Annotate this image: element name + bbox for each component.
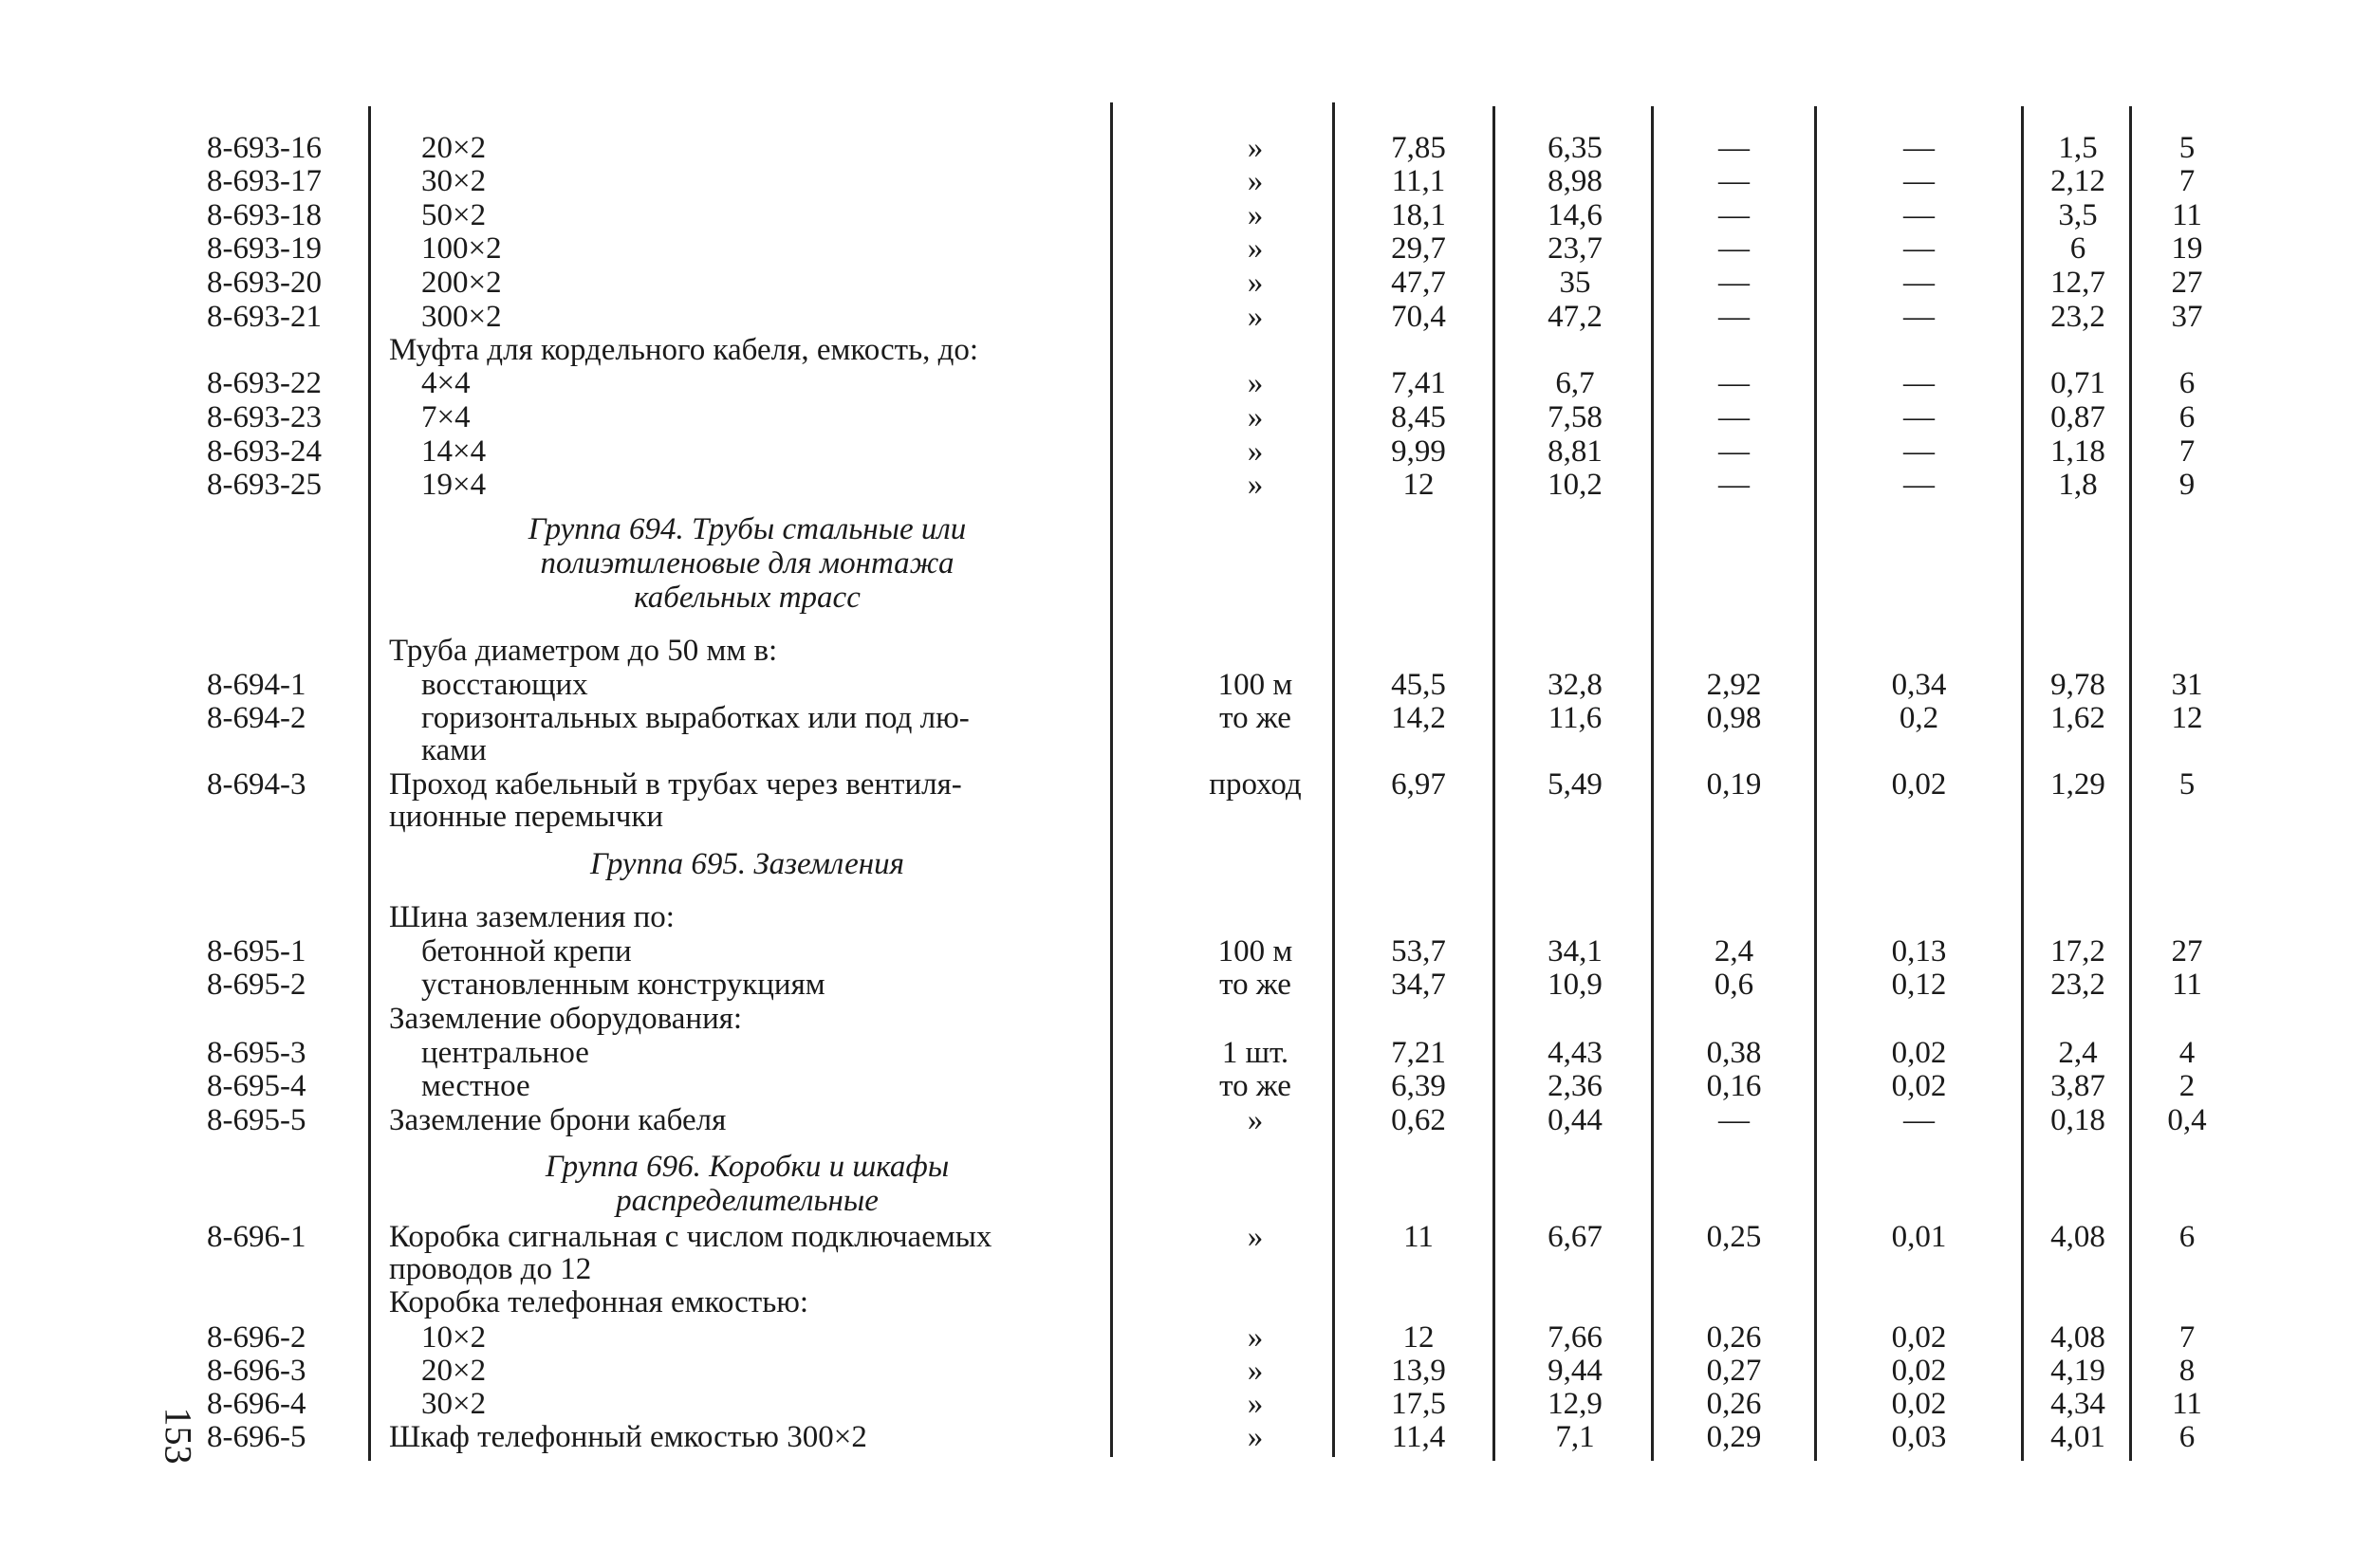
cell-v1: 45,5 bbox=[1391, 668, 1446, 702]
cell-desc: горизонтальных выработках или под лю- bbox=[421, 701, 970, 735]
cell-v3: 0,26 bbox=[1706, 1320, 1762, 1355]
cell-v5: 4,34 bbox=[2050, 1387, 2105, 1421]
cell-v3: — bbox=[1718, 131, 1750, 165]
cell-code: 8-693-17 bbox=[207, 164, 322, 198]
cell-v2: 6,67 bbox=[1548, 1220, 1603, 1254]
cell-code: 8-696-4 bbox=[207, 1387, 306, 1421]
cell-v6: 2 bbox=[2178, 1069, 2196, 1103]
cell-desc: ционные перемычки bbox=[389, 800, 664, 834]
cell-v2: 32,8 bbox=[1548, 668, 1603, 702]
cell-v4: 0,34 bbox=[1891, 668, 1947, 702]
cell-unit: проход bbox=[1209, 767, 1302, 802]
cell-desc: 200×2 bbox=[421, 266, 502, 300]
table-row bbox=[0, 434, 2354, 469]
table-row bbox=[0, 701, 2354, 735]
cell-v1: 6,97 bbox=[1391, 767, 1446, 802]
cell-desc: 10×2 bbox=[421, 1320, 487, 1355]
cell-v1: 12 bbox=[1402, 1320, 1435, 1355]
table-row bbox=[0, 1420, 2354, 1454]
cell-v3: — bbox=[1718, 198, 1750, 232]
cell-v5: 0,87 bbox=[2050, 400, 2105, 434]
cell-v5: 3,5 bbox=[2058, 198, 2098, 232]
cell-v1: 12 bbox=[1402, 468, 1435, 502]
cell-desc: 20×2 bbox=[421, 1354, 487, 1388]
cell-v1: 9,99 bbox=[1391, 434, 1446, 469]
group-heading: Группа 696. Коробки и шкафы bbox=[545, 1150, 950, 1184]
cell-v3: 0,26 bbox=[1706, 1387, 1762, 1421]
cell-unit: » bbox=[1247, 300, 1264, 334]
cell-v6: 9 bbox=[2178, 468, 2196, 502]
cell-v4: 0,2 bbox=[1899, 701, 1939, 735]
table-row bbox=[0, 1320, 2354, 1355]
cell-code: 8-693-22 bbox=[207, 366, 322, 400]
cell-desc: ками bbox=[421, 733, 487, 767]
table-row bbox=[0, 468, 2354, 502]
cell-code: 8-693-18 bbox=[207, 198, 322, 232]
cell-v1: 7,41 bbox=[1391, 366, 1446, 400]
cell-v2: 8,98 bbox=[1548, 164, 1603, 198]
cell-unit: » bbox=[1247, 1387, 1264, 1421]
cell-v4: 0,02 bbox=[1891, 1036, 1947, 1070]
cell-v4: — bbox=[1903, 300, 1935, 334]
cell-code: 8-693-16 bbox=[207, 131, 322, 165]
cell-v6: 5 bbox=[2178, 767, 2196, 802]
table-row bbox=[0, 1069, 2354, 1103]
cell-v4: 0,02 bbox=[1891, 1069, 1947, 1103]
table-row bbox=[0, 900, 2354, 934]
cell-v3: — bbox=[1718, 266, 1750, 300]
cell-v4: 0,02 bbox=[1891, 1387, 1947, 1421]
cell-v5: 9,78 bbox=[2050, 668, 2105, 702]
cell-v6: 11 bbox=[2172, 968, 2202, 1002]
cell-desc: местное bbox=[421, 1069, 530, 1103]
cell-v5: 23,2 bbox=[2050, 968, 2105, 1002]
cell-v6: 27 bbox=[2171, 934, 2203, 968]
cell-v3: — bbox=[1718, 300, 1750, 334]
cell-code: 8-694-1 bbox=[207, 668, 306, 702]
table-row bbox=[0, 767, 2354, 802]
cell-v1: 7,21 bbox=[1391, 1036, 1446, 1070]
cell-v5: 1,8 bbox=[2058, 468, 2098, 502]
table-row bbox=[0, 800, 2354, 834]
table-row bbox=[0, 1285, 2354, 1319]
cell-v4: — bbox=[1903, 266, 1935, 300]
cell-unit: то же bbox=[1219, 701, 1291, 735]
table-row bbox=[0, 934, 2354, 968]
cell-v2: 7,66 bbox=[1548, 1320, 1603, 1355]
cell-desc: Коробка сигнальная с числом подключаемых bbox=[389, 1220, 992, 1254]
cell-v5: 17,2 bbox=[2050, 934, 2105, 968]
cell-v5: 1,18 bbox=[2050, 434, 2105, 469]
cell-v1: 6,39 bbox=[1391, 1069, 1446, 1103]
cell-v1: 13,9 bbox=[1391, 1354, 1446, 1388]
cell-v5: 2,4 bbox=[2058, 1036, 2098, 1070]
cell-v6: 6 bbox=[2178, 400, 2196, 434]
cell-code: 8-694-3 bbox=[207, 767, 306, 802]
cell-v6: 6 bbox=[2178, 1420, 2196, 1454]
cell-v3: 0,25 bbox=[1706, 1220, 1762, 1254]
cell-v3: — bbox=[1718, 1103, 1750, 1137]
cell-v4: 0,02 bbox=[1891, 1320, 1947, 1355]
cell-v4: — bbox=[1903, 366, 1935, 400]
cell-desc: Муфта для кордельного кабеля, емкость, до: bbox=[389, 333, 979, 367]
cell-desc: 19×4 bbox=[421, 468, 487, 502]
cell-unit: » bbox=[1247, 434, 1264, 469]
cell-desc: 7×4 bbox=[421, 400, 471, 434]
cell-v5: 0,71 bbox=[2050, 366, 2105, 400]
cell-unit: » bbox=[1247, 1354, 1264, 1388]
table-row bbox=[0, 400, 2354, 434]
cell-v6: 6 bbox=[2178, 1220, 2196, 1254]
cell-v3: — bbox=[1718, 231, 1750, 266]
cell-v5: 4,01 bbox=[2050, 1420, 2105, 1454]
cell-v3: 0,98 bbox=[1706, 701, 1762, 735]
cell-v3: 2,92 bbox=[1706, 668, 1762, 702]
cell-v4: — bbox=[1903, 198, 1935, 232]
cell-unit: » bbox=[1247, 1220, 1264, 1254]
cell-code: 8-695-4 bbox=[207, 1069, 306, 1103]
cell-v6: 12 bbox=[2171, 701, 2203, 735]
cell-desc: 30×2 bbox=[421, 164, 487, 198]
cell-code: 8-696-2 bbox=[207, 1320, 306, 1355]
cell-v6: 4 bbox=[2178, 1036, 2196, 1070]
cell-unit: 100 м bbox=[1217, 668, 1293, 702]
cell-v3: 0,27 bbox=[1706, 1354, 1762, 1388]
cell-v3: 2,4 bbox=[1714, 934, 1754, 968]
cell-v5: 1,29 bbox=[2050, 767, 2105, 802]
cell-code: 8-693-21 bbox=[207, 300, 322, 334]
table-row bbox=[0, 1220, 2354, 1254]
cell-v4: 0,12 bbox=[1891, 968, 1947, 1002]
cell-v6: 37 bbox=[2171, 300, 2203, 334]
group-heading: кабельных трасс bbox=[634, 581, 861, 615]
cell-v1: 70,4 bbox=[1391, 300, 1446, 334]
cell-v4: — bbox=[1903, 164, 1935, 198]
cell-v4: 0,01 bbox=[1891, 1220, 1947, 1254]
cell-code: 8-693-25 bbox=[207, 468, 322, 502]
cell-code: 8-693-24 bbox=[207, 434, 322, 469]
cell-v6: 11 bbox=[2172, 198, 2202, 232]
cell-v1: 11,4 bbox=[1391, 1420, 1446, 1454]
cell-v3: 0,38 bbox=[1706, 1036, 1762, 1070]
cell-v5: 12,7 bbox=[2050, 266, 2105, 300]
cell-desc: 4×4 bbox=[421, 366, 471, 400]
table-row bbox=[0, 1103, 2354, 1137]
cell-v2: 5,49 bbox=[1548, 767, 1603, 802]
cell-code: 8-695-3 bbox=[207, 1036, 306, 1070]
cell-v2: 8,81 bbox=[1548, 434, 1603, 469]
cell-v1: 29,7 bbox=[1391, 231, 1446, 266]
cell-desc: Заземление оборудования: bbox=[389, 1002, 743, 1036]
cell-v6: 7 bbox=[2178, 164, 2196, 198]
cell-v2: 7,1 bbox=[1555, 1420, 1595, 1454]
table-row bbox=[0, 668, 2354, 702]
cell-v4: — bbox=[1903, 131, 1935, 165]
cell-unit: » bbox=[1247, 1320, 1264, 1355]
cell-v5: 23,2 bbox=[2050, 300, 2105, 334]
cell-unit: » bbox=[1247, 198, 1264, 232]
cell-v6: 19 bbox=[2171, 231, 2203, 266]
cell-v5: 1,5 bbox=[2058, 131, 2098, 165]
cell-unit: 1 шт. bbox=[1221, 1036, 1289, 1070]
cell-unit: » bbox=[1247, 1103, 1264, 1137]
table-row bbox=[0, 198, 2354, 232]
table-row bbox=[0, 1002, 2354, 1036]
cell-v3: — bbox=[1718, 164, 1750, 198]
cell-desc: 50×2 bbox=[421, 198, 487, 232]
cell-code: 8-696-5 bbox=[207, 1420, 306, 1454]
cell-v1: 18,1 bbox=[1391, 198, 1446, 232]
cell-unit: » bbox=[1247, 400, 1264, 434]
group-heading: распределительные bbox=[616, 1184, 879, 1218]
cell-v6: 5 bbox=[2178, 131, 2196, 165]
table-row bbox=[0, 164, 2354, 198]
cell-v3: 0,19 bbox=[1706, 767, 1762, 802]
cell-v3: 0,6 bbox=[1714, 968, 1754, 1002]
cell-v6: 0,4 bbox=[2167, 1103, 2207, 1137]
cell-desc: Шкаф телефонный емкостью 300×2 bbox=[389, 1420, 867, 1454]
cell-v1: 17,5 bbox=[1391, 1387, 1446, 1421]
cell-v3: — bbox=[1718, 434, 1750, 469]
cell-desc: Заземление брони кабеля bbox=[389, 1103, 727, 1137]
cell-v4: 0,02 bbox=[1891, 1354, 1947, 1388]
cell-v5: 4,19 bbox=[2050, 1354, 2105, 1388]
cell-unit: то же bbox=[1219, 1069, 1291, 1103]
group-heading: полиэтиленовые для монтажа bbox=[540, 546, 955, 581]
cell-unit: 100 м bbox=[1217, 934, 1293, 968]
cell-v1: 0,62 bbox=[1391, 1103, 1446, 1137]
cell-desc: установленным конструкциям bbox=[421, 968, 825, 1002]
table-row bbox=[0, 131, 2354, 165]
table-row bbox=[0, 1387, 2354, 1421]
cell-v6: 27 bbox=[2171, 266, 2203, 300]
cell-v3: — bbox=[1718, 366, 1750, 400]
cell-v3: 0,16 bbox=[1706, 1069, 1762, 1103]
cell-v2: 11,6 bbox=[1548, 701, 1603, 735]
cell-v2: 4,43 bbox=[1548, 1036, 1603, 1070]
table-row bbox=[0, 1252, 2354, 1286]
cell-v5: 4,08 bbox=[2050, 1320, 2105, 1355]
cell-v4: — bbox=[1903, 400, 1935, 434]
cell-v2: 14,6 bbox=[1548, 198, 1603, 232]
cell-v2: 7,58 bbox=[1548, 400, 1603, 434]
cell-v1: 47,7 bbox=[1391, 266, 1446, 300]
cell-code: 8-695-1 bbox=[207, 934, 306, 968]
cell-desc: восстающих bbox=[421, 668, 588, 702]
cell-v1: 11 bbox=[1403, 1220, 1434, 1254]
cell-v6: 11 bbox=[2172, 1387, 2202, 1421]
cell-v4: 0,13 bbox=[1891, 934, 1947, 968]
cell-unit: » bbox=[1247, 366, 1264, 400]
cell-v6: 6 bbox=[2178, 366, 2196, 400]
group-heading: Группа 694. Трубы стальные или bbox=[528, 512, 967, 546]
cell-v2: 2,36 bbox=[1548, 1069, 1603, 1103]
cell-v6: 31 bbox=[2171, 668, 2203, 702]
cell-v5: 6 bbox=[2069, 231, 2086, 266]
cell-code: 8-693-19 bbox=[207, 231, 322, 266]
cell-v2: 0,44 bbox=[1548, 1103, 1603, 1137]
cell-v5: 1,62 bbox=[2050, 701, 2105, 735]
group-heading: Группа 695. Заземления bbox=[590, 847, 904, 881]
cell-desc: Проход кабельный в трубах через вентиля- bbox=[389, 767, 962, 802]
cell-desc: Шина заземления по: bbox=[389, 900, 675, 934]
cell-unit: » bbox=[1247, 131, 1264, 165]
cell-v3: 0,29 bbox=[1706, 1420, 1762, 1454]
cell-desc: 20×2 bbox=[421, 131, 487, 165]
cell-v3: — bbox=[1718, 468, 1750, 502]
cell-v3: — bbox=[1718, 400, 1750, 434]
cell-v6: 8 bbox=[2178, 1354, 2196, 1388]
cell-v4: — bbox=[1903, 434, 1935, 469]
table-row bbox=[0, 634, 2354, 668]
cell-code: 8-695-5 bbox=[207, 1103, 306, 1137]
cell-v5: 2,12 bbox=[2050, 164, 2105, 198]
cell-v2: 6,7 bbox=[1555, 366, 1595, 400]
cell-desc: Труба диаметром до 50 мм в: bbox=[389, 634, 778, 668]
cell-v1: 14,2 bbox=[1391, 701, 1446, 735]
cell-v4: — bbox=[1903, 231, 1935, 266]
cell-v6: 7 bbox=[2178, 1320, 2196, 1355]
cell-desc: бетонной крепи bbox=[421, 934, 632, 968]
cell-v2: 12,9 bbox=[1548, 1387, 1603, 1421]
cell-unit: то же bbox=[1219, 968, 1291, 1002]
cell-v5: 3,87 bbox=[2050, 1069, 2105, 1103]
table-row bbox=[0, 1036, 2354, 1070]
table-row bbox=[0, 333, 2354, 367]
cell-desc: проводов до 12 bbox=[389, 1252, 592, 1286]
table-row bbox=[0, 366, 2354, 400]
table-row bbox=[0, 733, 2354, 767]
cell-code: 8-693-23 bbox=[207, 400, 322, 434]
cell-v2: 10,9 bbox=[1548, 968, 1603, 1002]
cell-v4: — bbox=[1903, 1103, 1935, 1137]
cell-desc: центральное bbox=[421, 1036, 589, 1070]
cell-v1: 7,85 bbox=[1391, 131, 1446, 165]
cell-code: 8-695-2 bbox=[207, 968, 306, 1002]
cell-v2: 9,44 bbox=[1548, 1354, 1603, 1388]
cell-v1: 8,45 bbox=[1391, 400, 1446, 434]
cell-v1: 34,7 bbox=[1391, 968, 1446, 1002]
cell-v1: 11,1 bbox=[1391, 164, 1446, 198]
cell-code: 8-694-2 bbox=[207, 701, 306, 735]
cell-unit: » bbox=[1247, 468, 1264, 502]
table-row bbox=[0, 968, 2354, 1002]
cell-code: 8-696-3 bbox=[207, 1354, 306, 1388]
table-row bbox=[0, 1354, 2354, 1388]
cell-desc: Коробка телефонная емкостью: bbox=[389, 1285, 809, 1319]
cell-v2: 23,7 bbox=[1548, 231, 1603, 266]
cell-unit: » bbox=[1247, 164, 1264, 198]
cell-v2: 10,2 bbox=[1548, 468, 1603, 502]
cell-v1: 53,7 bbox=[1391, 934, 1446, 968]
cell-desc: 14×4 bbox=[421, 434, 487, 469]
cell-unit: » bbox=[1247, 1420, 1264, 1454]
cell-v2: 35 bbox=[1559, 266, 1591, 300]
table-row bbox=[0, 300, 2354, 334]
table-row bbox=[0, 231, 2354, 266]
cell-v2: 6,35 bbox=[1548, 131, 1603, 165]
table-row bbox=[0, 266, 2354, 300]
cell-unit: » bbox=[1247, 266, 1264, 300]
cell-v5: 4,08 bbox=[2050, 1220, 2105, 1254]
cell-v4: 0,02 bbox=[1891, 767, 1947, 802]
cell-code: 8-693-20 bbox=[207, 266, 322, 300]
cell-v5: 0,18 bbox=[2050, 1103, 2105, 1137]
cell-desc: 300×2 bbox=[421, 300, 502, 334]
cell-v4: 0,03 bbox=[1891, 1420, 1947, 1454]
page-number: 153 bbox=[157, 1407, 200, 1465]
cell-desc: 100×2 bbox=[421, 231, 502, 266]
cell-v4: — bbox=[1903, 468, 1935, 502]
cell-code: 8-696-1 bbox=[207, 1220, 306, 1254]
cell-v6: 7 bbox=[2178, 434, 2196, 469]
cell-desc: 30×2 bbox=[421, 1387, 487, 1421]
cell-v2: 47,2 bbox=[1548, 300, 1603, 334]
cell-v2: 34,1 bbox=[1548, 934, 1603, 968]
cell-unit: » bbox=[1247, 231, 1264, 266]
